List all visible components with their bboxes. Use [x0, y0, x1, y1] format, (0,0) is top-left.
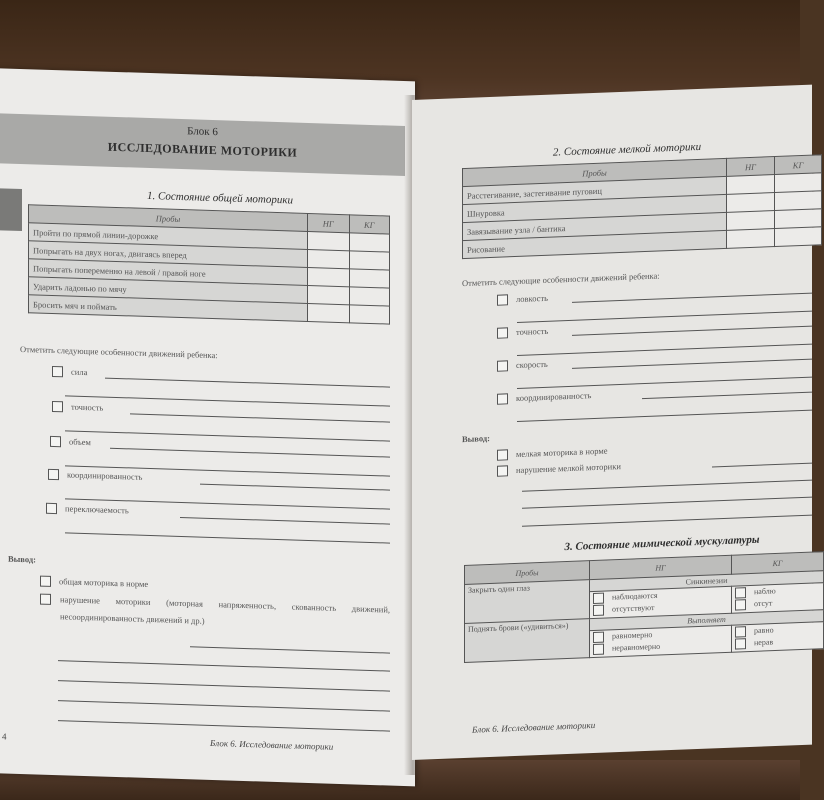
answer-line[interactable] — [522, 480, 812, 492]
ng-cell[interactable] — [727, 211, 775, 231]
kg-cell[interactable] — [775, 191, 822, 211]
ng-cell[interactable] — [308, 249, 350, 268]
checkbox[interactable] — [40, 575, 51, 586]
checkbox[interactable] — [52, 365, 63, 376]
test-label: Ударить ладонью по мячу — [29, 277, 308, 304]
facial-muscles-table — [464, 551, 824, 663]
conclusion-option — [40, 575, 148, 592]
feature-label: координированность — [516, 390, 592, 404]
feature-label: объем — [69, 436, 91, 448]
option-label: неравномерно — [612, 641, 661, 653]
instruction-text: Отметить следующие особенности движений ребенка: — [20, 343, 218, 361]
feature-row — [52, 400, 103, 416]
answer-line[interactable] — [517, 311, 812, 323]
option-label: нарушение мелкой моторики — [516, 461, 621, 476]
option-label: отсутствуют — [612, 603, 655, 614]
feature-label: скорость — [516, 358, 548, 371]
general-motor-table — [28, 204, 390, 324]
checkbox[interactable] — [497, 294, 508, 305]
answer-line[interactable] — [65, 430, 390, 441]
checkbox[interactable] — [52, 400, 63, 411]
kg-options — [732, 583, 824, 614]
feature-label: координированность — [67, 469, 143, 482]
right-page — [412, 85, 812, 760]
checkbox[interactable] — [48, 468, 59, 479]
checkbox[interactable] — [735, 626, 746, 637]
col-header-ng: НГ — [590, 555, 732, 579]
feature-row — [46, 502, 129, 519]
test-label: Пройти по прямой линии-дорожке — [29, 223, 308, 250]
conclusion-option — [497, 460, 621, 479]
checkbox[interactable] — [593, 632, 604, 643]
checkbox[interactable] — [735, 599, 746, 610]
answer-line[interactable] — [180, 517, 390, 525]
option-label: наблюдаются — [612, 590, 658, 602]
checkbox[interactable] — [50, 435, 61, 446]
test-label: Шнуровка — [463, 194, 727, 222]
block-title: ИССЛЕДОВАНИЕ МОТОРИКИ — [107, 139, 298, 160]
block-header — [0, 113, 405, 176]
feature-row — [497, 389, 591, 407]
option-label: нарушение моторики (моторная напряженность, скованность движений, несоординированность движений и др.) — [60, 594, 390, 626]
test-label: Закрыть один глаз — [465, 580, 590, 624]
answer-line[interactable] — [572, 359, 812, 369]
kg-options — [732, 622, 824, 653]
conclusion-label: Вывод: — [8, 553, 36, 565]
conclusion-option — [497, 444, 607, 462]
test-label: Расстегивание, застегивание пуговиц — [463, 176, 727, 204]
option-label: мелкая моторика в норме — [516, 445, 608, 460]
answer-line[interactable] — [517, 377, 812, 389]
section-marker-icon — [0, 188, 22, 231]
answer-line[interactable] — [517, 344, 812, 356]
answer-line[interactable] — [522, 515, 812, 527]
test-label: Завязывание узла / бантика — [463, 212, 727, 240]
instruction-text: Отметить следующие особенности движений ребенка: — [462, 270, 660, 289]
col-header-tests: Пробы — [29, 205, 308, 232]
ng-cell[interactable] — [727, 193, 775, 213]
answer-line[interactable] — [712, 463, 812, 468]
answer-line[interactable] — [572, 293, 812, 303]
col-header-kg: КГ — [349, 215, 389, 234]
checkbox[interactable] — [497, 327, 508, 338]
section-title-fine-motor: 2. Состояние мелкой моторики — [552, 140, 702, 159]
test-label: Бросить мяч и поймать — [29, 295, 308, 322]
option-label: равномерно — [612, 630, 653, 641]
answer-line[interactable] — [642, 392, 812, 400]
col-header-kg: КГ — [732, 552, 824, 575]
answer-line[interactable] — [110, 448, 390, 458]
page-footer: Блок 6. Исследование моторики — [210, 737, 334, 752]
answer-line[interactable] — [130, 413, 390, 422]
section-title-facial-muscles: 3. Состояние мимической мускулатуры — [564, 533, 760, 554]
answer-line[interactable] — [58, 660, 390, 671]
test-label: Попрыгать на двух ногах, двигаясь вперед — [29, 241, 308, 268]
checkbox[interactable] — [497, 465, 508, 476]
feature-row — [50, 435, 91, 450]
kg-cell[interactable] — [775, 173, 822, 193]
checkbox[interactable] — [497, 449, 508, 460]
option-label: нерав — [754, 637, 774, 648]
kg-cell[interactable] — [775, 227, 822, 247]
row-header-synkinesis: Синкинезии — [590, 571, 824, 592]
row-header-performs: Выполняет — [590, 610, 824, 631]
feature-label: сила — [71, 366, 88, 378]
feature-label: переключаемость — [65, 503, 129, 516]
checkbox[interactable] — [593, 644, 604, 655]
answer-line[interactable] — [65, 395, 390, 406]
test-label: Рисование — [463, 230, 727, 258]
kg-cell[interactable] — [775, 209, 822, 229]
ng-cell[interactable] — [308, 285, 350, 304]
fine-motor-table — [462, 154, 822, 259]
block-number: Блок 6 — [187, 125, 218, 139]
feature-label: точность — [516, 325, 549, 338]
option-label: равно — [754, 625, 774, 636]
option-label: отсут — [754, 598, 773, 609]
col-header-ng: НГ — [308, 213, 350, 232]
col-header-tests: Пробы — [463, 158, 727, 186]
checkbox[interactable] — [735, 587, 746, 598]
option-label: наблю — [754, 586, 776, 597]
checkbox[interactable] — [497, 393, 508, 404]
feature-row — [52, 365, 87, 380]
col-header-ng: НГ — [727, 157, 775, 177]
test-label: Попрыгать попеременно на левой / правой ноге — [29, 259, 308, 286]
answer-line[interactable] — [200, 484, 390, 491]
page-footer: Блок 6. Исследование моторики — [472, 719, 596, 735]
ng-cell[interactable] — [727, 229, 775, 249]
kg-cell[interactable] — [349, 305, 389, 324]
col-header-kg: КГ — [775, 155, 822, 175]
ng-cell[interactable] — [727, 175, 775, 195]
kg-cell[interactable] — [349, 251, 389, 270]
checkbox[interactable] — [46, 502, 57, 513]
feature-row — [497, 325, 548, 341]
ng-cell[interactable] — [308, 267, 350, 286]
col-header-tests: Пробы — [465, 561, 590, 585]
feature-label: ловкость — [516, 292, 549, 305]
checkbox[interactable] — [593, 593, 604, 604]
answer-line[interactable] — [58, 720, 390, 731]
test-label: Поднять брови («удивиться») — [465, 619, 590, 663]
kg-cell[interactable] — [349, 287, 389, 306]
conclusion-label: Вывод: — [462, 433, 490, 445]
answer-line[interactable] — [65, 532, 390, 543]
answer-line[interactable] — [190, 646, 390, 653]
answer-line[interactable] — [58, 700, 390, 711]
answer-line[interactable] — [58, 680, 390, 691]
conclusion-option — [40, 591, 390, 636]
checkbox[interactable] — [497, 360, 508, 371]
answer-line[interactable] — [522, 497, 812, 509]
kg-cell[interactable] — [349, 233, 389, 252]
answer-line[interactable] — [517, 410, 812, 422]
section-title-general-motor: 1. Состояние общей моторики — [146, 189, 293, 207]
feature-row — [497, 292, 548, 308]
option-label: общая моторика в норме — [59, 576, 149, 590]
ng-cell[interactable] — [308, 231, 350, 250]
left-page — [0, 68, 415, 786]
feature-row — [48, 468, 142, 485]
feature-label: точность — [71, 401, 104, 413]
feature-row — [497, 358, 548, 374]
answer-line[interactable] — [105, 378, 390, 388]
answer-line[interactable] — [572, 326, 812, 336]
kg-cell[interactable] — [349, 269, 389, 288]
checkbox[interactable] — [40, 594, 51, 605]
ng-cell[interactable] — [308, 303, 350, 322]
ng-options — [590, 625, 732, 657]
page-number: 4 — [2, 731, 7, 742]
checkbox[interactable] — [593, 605, 604, 616]
checkbox[interactable] — [735, 638, 746, 649]
